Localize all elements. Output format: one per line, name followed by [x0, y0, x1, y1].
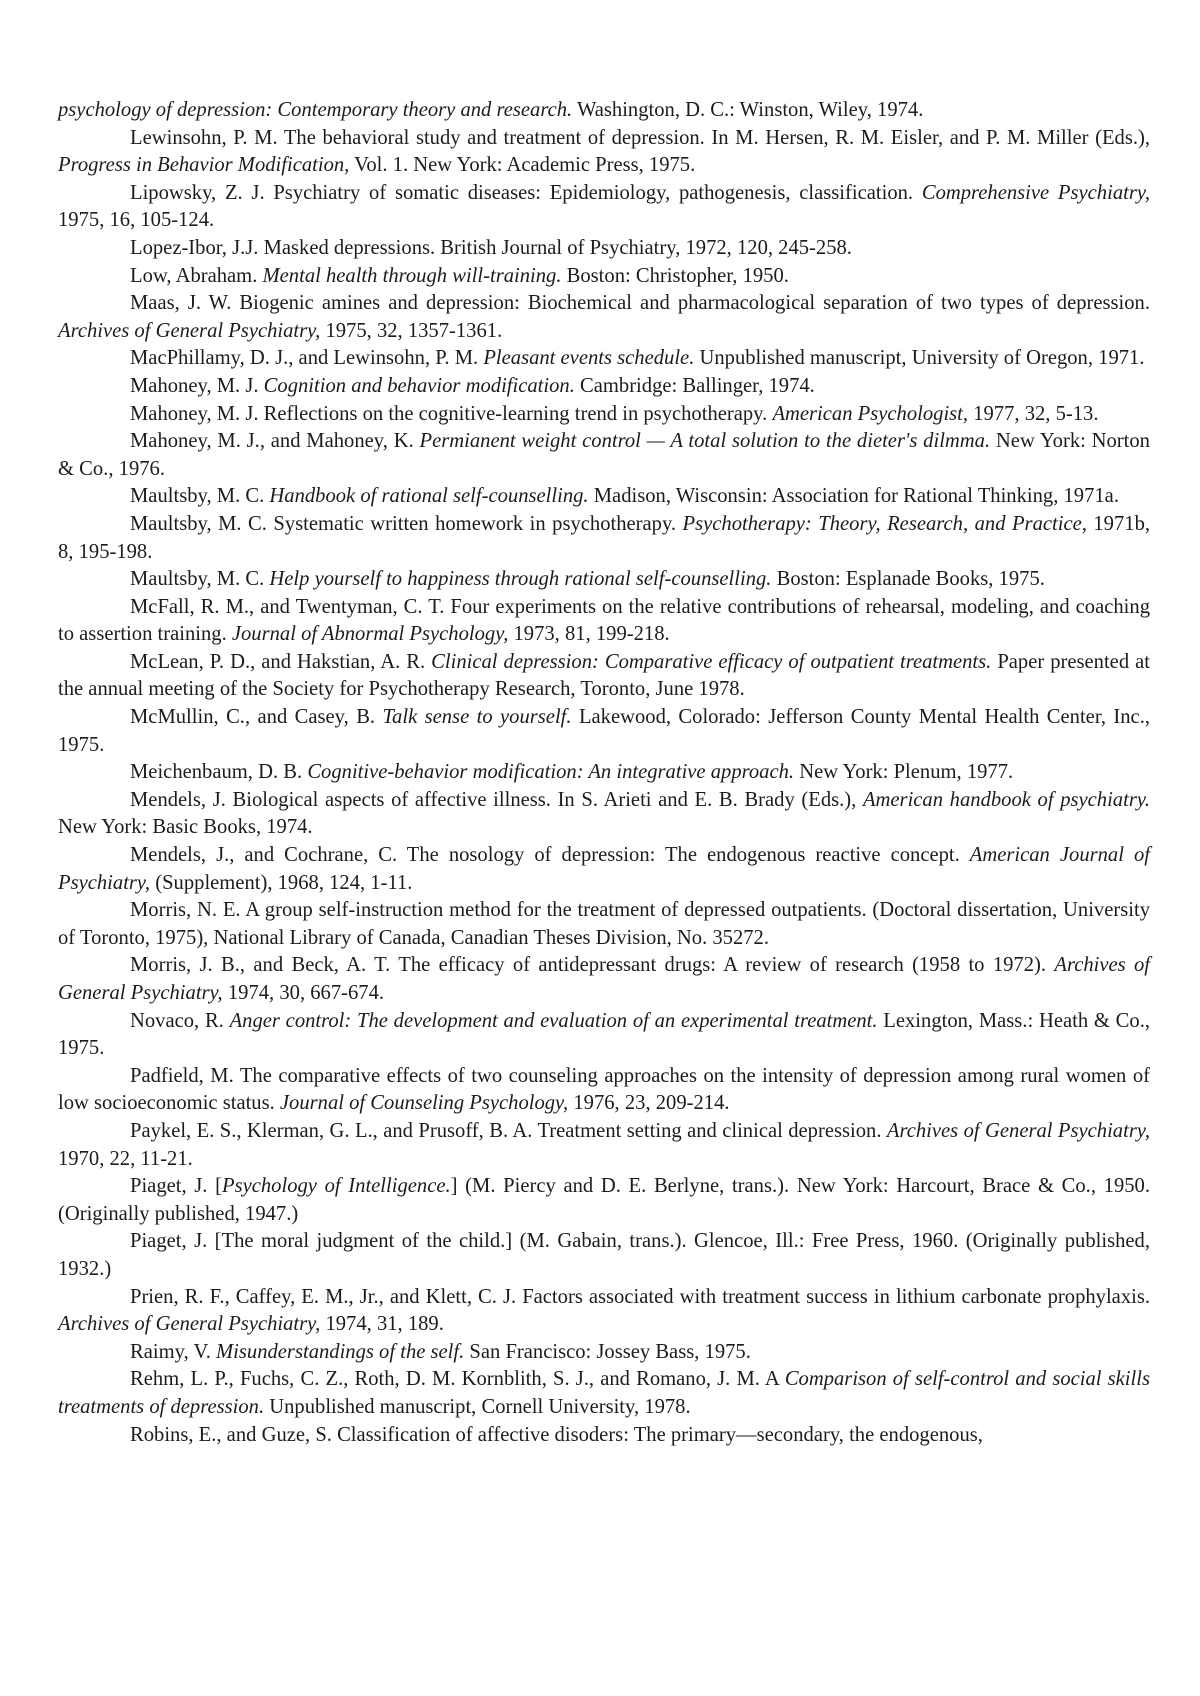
reference-text: McFall, R. M., and Twentyman, C. T. Four experiments on the relative contributions of rehearsal, modeling, and coaching to assertion training. [58, 596, 1150, 646]
reference-text: 1974, 30, 667-674. [223, 982, 384, 1004]
reference-entry [58, 952, 1150, 1007]
reference-entry [58, 1284, 1150, 1339]
reference-text: Washington, D. C.: Winston, Wiley, 1974. [572, 99, 923, 121]
reference-text: Boston: Christopher, 1950. [561, 265, 788, 287]
reference-entry [58, 125, 1150, 180]
reference-entry [58, 1339, 1150, 1367]
reference-title-italic: psychology of depression: Contemporary theory and research. [58, 99, 572, 121]
reference-entry [58, 428, 1150, 483]
reference-entry [58, 897, 1150, 952]
reference-title-italic: Psychology of Intelligence. [222, 1175, 451, 1197]
reference-entry [58, 401, 1150, 429]
reference-text: 1975, 32, 1357-1361. [320, 320, 502, 342]
reference-title-italic: American handbook of psychiatry. [863, 789, 1150, 811]
reference-text: Maultsby, M. C. Systematic written homework in psychotherapy. [130, 513, 683, 535]
reference-text: 1970, 22, 11-21. [58, 1148, 193, 1170]
reference-text: Meichenbaum, D. B. [130, 761, 307, 783]
reference-title-italic: Mental health through will-training. [263, 265, 562, 287]
reference-entry [58, 1228, 1150, 1283]
reference-text: New York: Plenum, 1977. [794, 761, 1013, 783]
reference-title-italic: Archives of General Psychiatry, [58, 1313, 320, 1335]
reference-text: Rehm, L. P., Fuchs, C. Z., Roth, D. M. Kornblith, S. J., and Romano, J. M. A [130, 1368, 785, 1390]
reference-text: Piaget, J. [ [130, 1175, 222, 1197]
reference-list [58, 97, 1150, 1449]
reference-title-italic: Handbook of rational self-counselling. [269, 485, 588, 507]
reference-text: McLean, P. D., and Hakstian, A. R. [130, 651, 431, 673]
reference-entry [58, 1173, 1150, 1228]
reference-text: Maultsby, M. C. [130, 568, 269, 590]
reference-text: Raimy, V. [130, 1341, 216, 1363]
reference-title-italic: Progress in Behavior Modification, [58, 154, 349, 176]
reference-title-italic: American Psychologist, [772, 403, 968, 425]
reference-entry [58, 290, 1150, 345]
reference-text: Maultsby, M. C. [130, 485, 269, 507]
reference-text: Morris, N. E. A group self-instruction method for the treatment of depressed outpatients. (Doctoral dissertation, University of Toronto, 1975), National Library of Canada, Canadian Theses Division, No. 35272. [58, 899, 1150, 949]
reference-title-italic: Help yourself to happiness through rational self-counselling. [269, 568, 771, 590]
reference-title-italic: Journal of Counseling Psychology, [280, 1092, 568, 1114]
reference-text: Paper presented at the annual meeting of the Society for Psychotherapy Research, Toronto, June 1978. [58, 651, 1150, 701]
reference-text: ] (M. Piercy and D. E. Berlyne, trans.). New York: Harcourt, Brace & Co., 1950. (Originally published, 1947.) [58, 1175, 1150, 1225]
reference-title-italic: Psychotherapy: Theory, Research, and Practice, [683, 513, 1087, 535]
reference-title-italic: Talk sense to yourself. [382, 706, 571, 728]
reference-text: Mahoney, M. J. [130, 375, 264, 397]
reference-title-italic: Comprehensive Psychiatry, [922, 182, 1150, 204]
reference-entry [58, 566, 1150, 594]
reference-text: Lipowsky, Z. J. Psychiatry of somatic diseases: Epidemiology, pathogenesis, classification. [130, 182, 922, 204]
reference-entry [58, 1422, 1150, 1450]
reference-entry [58, 1063, 1150, 1118]
reference-text: Cambridge: Ballinger, 1974. [575, 375, 815, 397]
reference-title-italic: Archives of General Psychiatry, [58, 954, 1150, 1004]
reference-text: Maas, J. W. Biogenic amines and depression: Biochemical and pharmacological separation of two types of depression. [130, 292, 1150, 314]
reference-text: 1975, 16, 105-124. [58, 209, 214, 231]
reference-text: McMullin, C., and Casey, B. [130, 706, 382, 728]
reference-text: New York: Norton & Co., 1976. [58, 430, 1150, 480]
reference-text: Lakewood, Colorado: Jefferson County Mental Health Center, Inc., 1975. [58, 706, 1150, 756]
reference-entry [58, 483, 1150, 511]
reference-title-italic: Cognitive-behavior modification: An integrative approach. [307, 761, 794, 783]
reference-text: New York: Basic Books, 1974. [58, 816, 313, 838]
reference-text: Paykel, E. S., Klerman, G. L., and Prusoff, B. A. Treatment setting and clinical depression. [130, 1120, 887, 1142]
reference-text: MacPhillamy, D. J., and Lewinsohn, P. M. [130, 347, 483, 369]
reference-text: Mahoney, M. J. Reflections on the cognitive-learning trend in psychotherapy. [130, 403, 772, 425]
reference-entry [58, 373, 1150, 401]
reference-text: 1974, 31, 189. [320, 1313, 444, 1335]
reference-entry-continued [58, 97, 1150, 125]
reference-entry [58, 649, 1150, 704]
reference-text: Lexington, Mass.: Heath & Co., 1975. [58, 1010, 1150, 1060]
reference-entry [58, 594, 1150, 649]
reference-title-italic: Misunderstandings of the self. [216, 1341, 464, 1363]
reference-text: Mahoney, M. J., and Mahoney, K. [130, 430, 420, 452]
reference-text: (Supplement), 1968, 124, 1-11. [150, 872, 412, 894]
reference-entry [58, 345, 1150, 373]
reference-text: 1971b, 8, 195-198. [58, 513, 1150, 563]
reference-entry [58, 759, 1150, 787]
reference-entry [58, 842, 1150, 897]
reference-text: 1973, 81, 199-218. [508, 623, 669, 645]
reference-title-italic: Comparison of self-control and social skills treatments of depression. [58, 1368, 1150, 1418]
reference-text: Low, Abraham. [130, 265, 263, 287]
reference-entry [58, 787, 1150, 842]
reference-text: San Francisco: Jossey Bass, 1975. [464, 1341, 751, 1363]
reference-title-italic: Pleasant events schedule. [483, 347, 694, 369]
reference-text: Piaget, J. [The moral judgment of the child.] (M. Gabain, trans.). Glencoe, Ill.: Free Press, 1960. (Originally published, 1932.) [58, 1230, 1150, 1280]
reference-entry [58, 1008, 1150, 1063]
reference-text: Madison, Wisconsin: Association for Rational Thinking, 1971a. [589, 485, 1119, 507]
reference-text: Prien, R. F., Caffey, E. M., Jr., and Klett, C. J. Factors associated with treatment success in lithium carbonate prophylaxis. [130, 1286, 1150, 1308]
reference-entry [58, 180, 1150, 235]
reference-title-italic: Cognition and behavior modification. [264, 375, 575, 397]
reference-text: Mendels, J., and Cochrane, C. The nosology of depression: The endogenous reactive concept. [130, 844, 970, 866]
reference-text: Padfield, M. The comparative effects of two counseling approaches on the intensity of depression among rural women of low socioeconomic status. [58, 1065, 1150, 1115]
reference-entry [58, 235, 1150, 263]
reference-text: 1976, 23, 209-214. [568, 1092, 729, 1114]
reference-text: Vol. 1. New York: Academic Press, 1975. [349, 154, 695, 176]
reference-text: Boston: Esplanade Books, 1975. [771, 568, 1044, 590]
reference-text: 1977, 32, 5-13. [968, 403, 1098, 425]
reference-text: Robins, E., and Guze, S. Classification of affective disoders: The primary—secondary, the endogenous, [130, 1424, 983, 1446]
reference-text: Unpublished manuscript, University of Oregon, 1971. [694, 347, 1144, 369]
reference-entry [58, 263, 1150, 291]
reference-text: Lopez-Ibor, J.J. Masked depressions. British Journal of Psychiatry, 1972, 120, 245-258. [130, 237, 852, 259]
reference-title-italic: Archives of General Psychiatry, [58, 320, 320, 342]
reference-title-italic: Permianent weight control — A total solution to the dieter's dilmma. [420, 430, 991, 452]
reference-title-italic: Anger control: The development and evaluation of an experimental treatment. [230, 1010, 878, 1032]
reference-title-italic: Clinical depression: Comparative efficacy of outpatient treatments. [431, 651, 991, 673]
reference-text: Unpublished manuscript, Cornell University, 1978. [264, 1396, 691, 1418]
reference-title-italic: American Journal of Psychiatry, [58, 844, 1150, 894]
reference-text: Morris, J. B., and Beck, A. T. The efficacy of antidepressant drugs: A review of research (1958 to 1972). [130, 954, 1054, 976]
reference-title-italic: Journal of Abnormal Psychology, [232, 623, 508, 645]
reference-text: Mendels, J. Biological aspects of affective illness. In S. Arieti and E. B. Brady (Eds.), [130, 789, 863, 811]
reference-text: Lewinsohn, P. M. The behavioral study and treatment of depression. In M. Hersen, R. M. Eisler, and P. M. Miller (Eds.), [130, 127, 1150, 149]
reference-text: Novaco, R. [130, 1010, 230, 1032]
reference-title-italic: Archives of General Psychiatry, [887, 1120, 1150, 1142]
reference-entry [58, 1366, 1150, 1421]
reference-entry [58, 1118, 1150, 1173]
reference-entry [58, 704, 1150, 759]
reference-entry [58, 511, 1150, 566]
